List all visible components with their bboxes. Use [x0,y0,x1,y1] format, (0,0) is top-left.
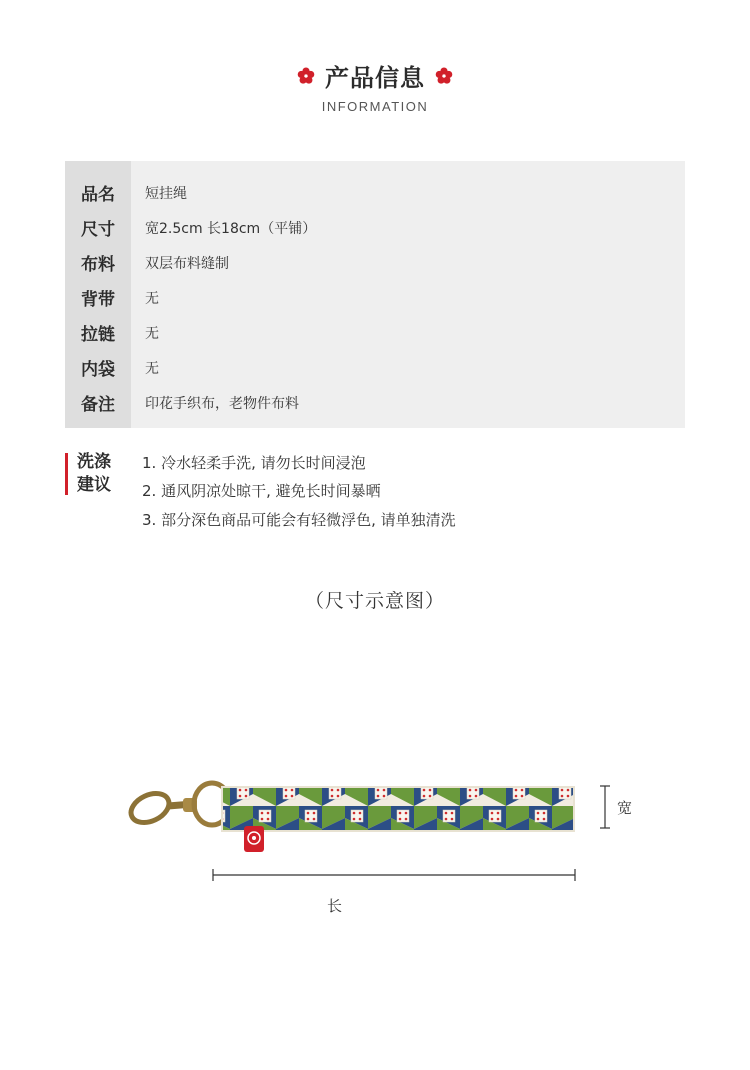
wash-advice [65,451,685,541]
product-info-table [65,161,685,428]
diagram-title: （尺寸示意图） [304,590,445,612]
strap-body [222,787,574,831]
width-dimension-line [600,786,610,828]
wash-item: 2. 通风阴凉处晾干, 避免长时间暴晒 [142,482,381,500]
info-label: 拉链 [81,325,115,345]
page-subtitle: INFORMATION [321,99,429,114]
info-row-size [65,210,685,245]
info-row-inner-pocket [65,350,685,385]
info-value: 双层布料缝制 [145,255,229,272]
section-header [0,58,750,114]
info-label: 尺寸 [81,220,115,240]
strap-illustration [0,760,750,930]
info-label: 内袋 [81,360,115,380]
brand-tag [244,826,264,852]
info-value: 印花手织布，老物件布料 [145,395,299,412]
width-label: 宽 [617,799,633,817]
info-label: 备注 [81,395,115,415]
page-title: 产品信息 [325,64,425,92]
size-diagram [0,760,750,930]
info-label: 背带 [81,290,115,310]
clasp-hook [126,783,230,828]
info-row-name [65,175,685,210]
plum-blossom-icon [435,67,453,85]
info-row-zipper [65,315,685,350]
length-label: 长 [327,897,343,915]
info-row-strap [65,280,685,315]
info-label: 品名 [81,185,115,205]
wash-title [77,451,111,497]
info-value: 宽2.5cm 长18cm（平铺） [145,220,317,237]
wash-item: 1. 冷水轻柔手洗, 请勿长时间浸泡 [142,454,366,472]
info-value: 短挂绳 [145,185,187,202]
info-row-notes [65,385,685,420]
length-dimension-line [213,869,575,881]
wash-title-line: 洗涤 [77,452,111,472]
wash-title-line: 建议 [77,475,111,495]
title-row [0,58,750,93]
accent-bar [65,453,68,495]
info-label: 布料 [81,255,115,275]
info-value: 无 [145,325,159,342]
wash-item: 3. 部分深色商品可能会有轻微浮色, 请单独清洗 [142,511,456,529]
info-row-fabric [65,245,685,280]
info-value: 无 [145,290,159,307]
plum-blossom-icon [297,67,315,85]
info-value: 无 [145,360,159,377]
